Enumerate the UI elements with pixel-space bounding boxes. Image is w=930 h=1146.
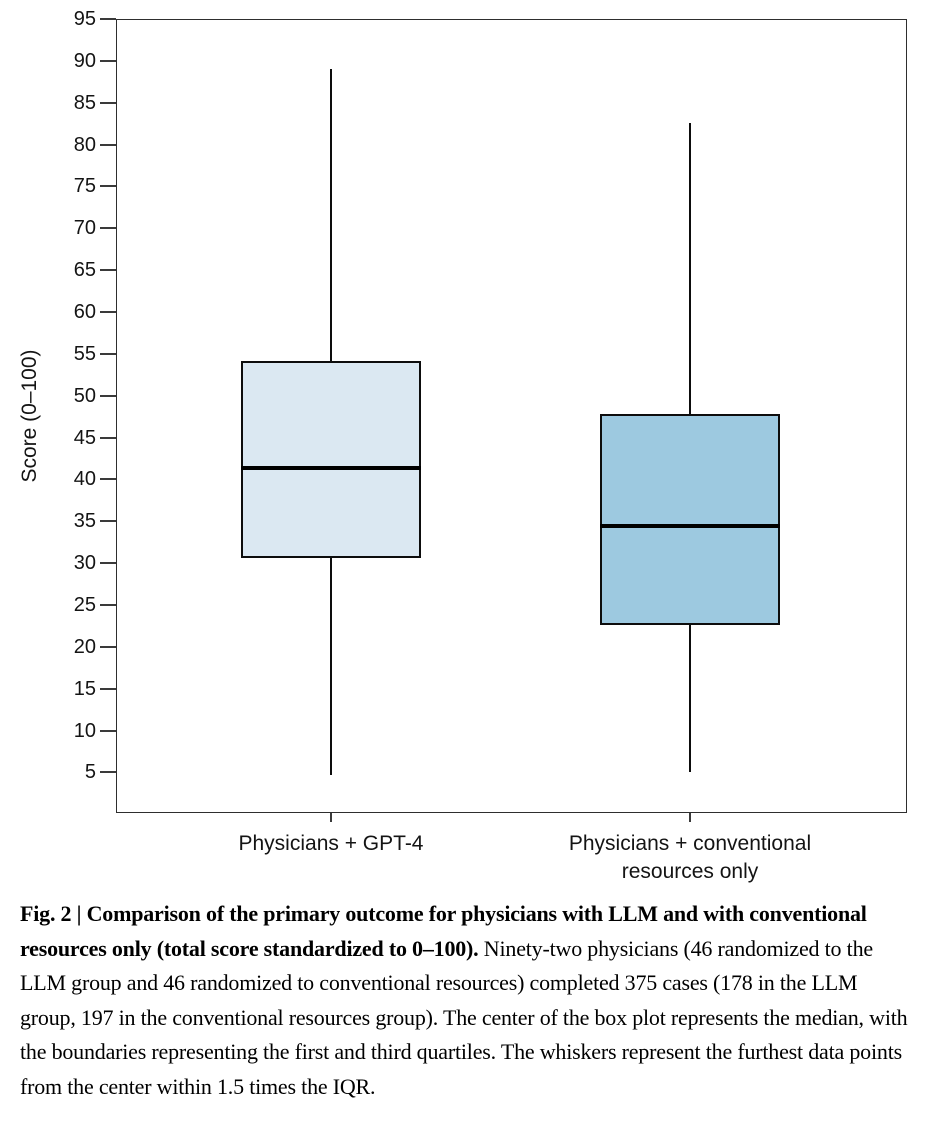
y-axis-tick-label: 65	[73, 259, 96, 282]
y-axis-tick-label: 25	[73, 594, 96, 617]
iqr-box	[241, 361, 421, 558]
plot-frame	[116, 19, 907, 813]
y-axis-tick-label: 20	[73, 635, 96, 658]
y-axis-tick	[100, 730, 116, 732]
y-axis-tick	[100, 562, 116, 564]
y-axis-tick	[100, 478, 116, 480]
y-axis-tick	[100, 437, 116, 439]
y-axis-tick-label: 40	[73, 468, 96, 491]
x-category-label: Physicians + conventional resources only	[568, 832, 812, 883]
y-axis-label: Score (0–100)	[18, 349, 41, 483]
y-axis-tick	[100, 520, 116, 522]
y-axis-tick	[100, 646, 116, 648]
figure-caption-text: Ninety-two physicians (46 randomized to the LLM group and 46 randomized to conventional resources) completed 375 cases (178 in the LLM group, 197 in the conventional resources group). The center of the box plot represents the median, with the boundaries representing the first and third quartiles. The whiskers represent the furthest data points from the center within 1.5 times the IQR.	[20, 935, 908, 1099]
y-axis-tick-label: 90	[73, 49, 96, 72]
whisker-upper	[689, 123, 691, 414]
x-category-label: Physicians + GPT-4	[238, 832, 424, 855]
x-axis-tick	[689, 813, 691, 822]
y-axis-tick-label: 85	[73, 91, 96, 114]
y-axis-tick-label: 75	[73, 175, 96, 198]
whisker-lower	[689, 625, 691, 772]
y-axis-tick	[100, 102, 116, 104]
y-axis-tick	[100, 604, 116, 606]
y-axis-tick	[100, 144, 116, 146]
figure-caption-bold: Fig. 2 | Comparison of the primary outcome for physicians with LLM and with conventional resources only (total score standardized to 0–100).	[20, 901, 867, 961]
y-axis-tick-label: 5	[84, 761, 96, 784]
iqr-box	[600, 414, 780, 625]
y-axis-tick	[100, 771, 116, 773]
y-axis-tick-label: 15	[73, 677, 96, 700]
y-axis-tick-label: 80	[73, 133, 96, 156]
whisker-upper	[330, 69, 332, 361]
y-axis-tick	[100, 395, 116, 397]
y-axis-tick	[100, 311, 116, 313]
y-axis-tick	[100, 353, 116, 355]
y-axis-tick-label: 35	[73, 510, 96, 533]
y-axis-tick	[100, 18, 116, 20]
y-axis-tick-label: 30	[73, 552, 96, 575]
y-axis-tick	[100, 688, 116, 690]
y-axis-tick-label: 10	[73, 719, 96, 742]
y-axis-tick	[100, 269, 116, 271]
x-axis-tick	[330, 813, 332, 822]
median-line	[241, 466, 421, 470]
y-axis-tick-label: 60	[73, 301, 96, 324]
y-axis-tick	[100, 185, 116, 187]
whisker-lower	[330, 558, 332, 775]
y-axis-tick-label: 45	[73, 426, 96, 449]
median-line	[600, 524, 780, 528]
y-axis-tick-label: 55	[73, 342, 96, 365]
figure-caption	[20, 897, 912, 1105]
y-axis-tick	[100, 227, 116, 229]
y-axis-tick-label: 50	[73, 384, 96, 407]
y-axis-tick-label: 70	[73, 217, 96, 240]
y-axis-tick	[100, 60, 116, 62]
y-axis-tick-label: 95	[73, 8, 96, 30]
